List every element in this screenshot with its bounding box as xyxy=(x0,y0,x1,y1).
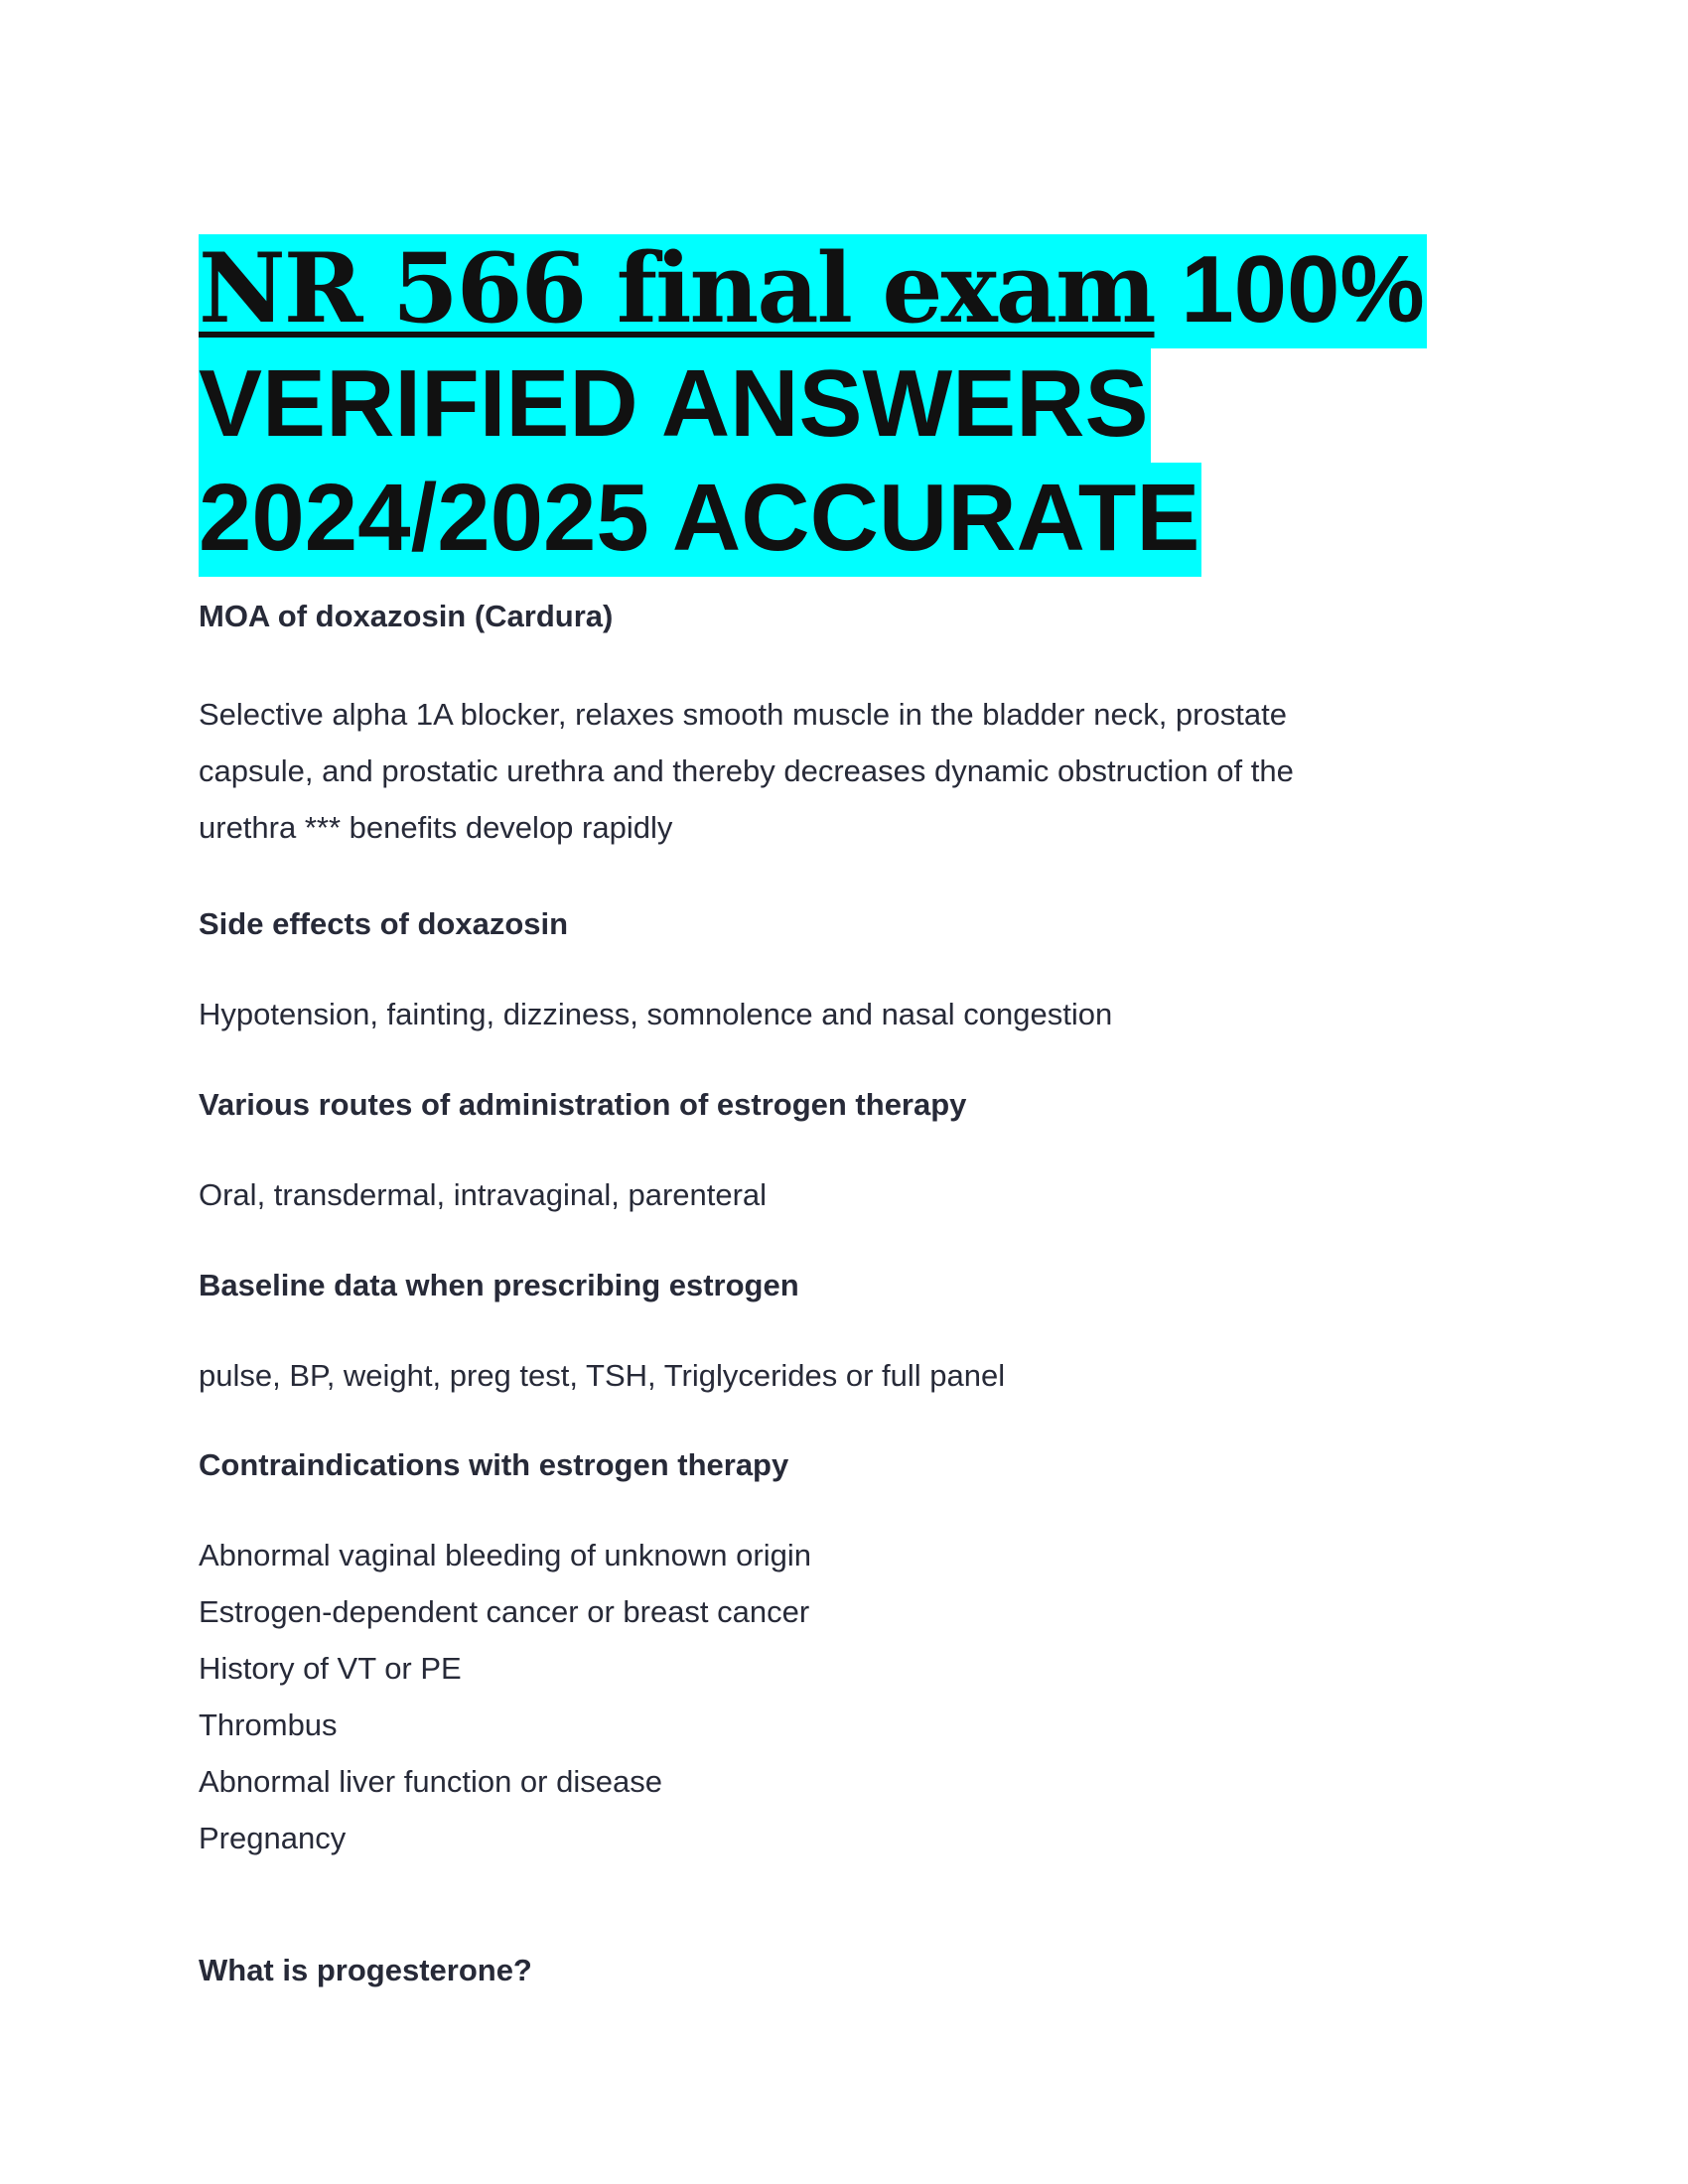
question-estrogen-routes: Various routes of administration of estrogen therapy xyxy=(199,1087,967,1122)
qa-section xyxy=(199,1445,788,1485)
title-course-name: NR 566 final exam xyxy=(199,232,1155,344)
question-baseline-estrogen: Baseline data when prescribing estrogen xyxy=(199,1268,799,1302)
document-title xyxy=(199,231,1489,575)
answer-block xyxy=(199,1166,1489,1223)
question-moa-doxazosin: MOA of doxazosin (Cardura) xyxy=(199,599,614,633)
qa-section xyxy=(199,597,613,636)
question-what-is-progesterone: What is progesterone? xyxy=(199,1953,532,1987)
qa-section xyxy=(199,904,568,944)
answer-block xyxy=(199,1347,1489,1404)
qa-section xyxy=(199,1266,799,1305)
list-item: Abnormal liver function or disease xyxy=(199,1764,662,1799)
answer-line: Oral, transdermal, intravaginal, parenteral xyxy=(199,1177,768,1212)
answer-block xyxy=(199,686,1489,856)
title-percent: 100% xyxy=(1154,236,1425,342)
list-item: Abnormal vaginal bleeding of unknown origin xyxy=(199,1538,811,1572)
document-page xyxy=(199,231,1489,1987)
answer-block xyxy=(199,1527,1489,1866)
answer-line: Hypotension, fainting, dizziness, somnolence and nasal congestion xyxy=(199,997,1113,1031)
list-item: Thrombus xyxy=(199,1707,338,1742)
contraindications-list xyxy=(199,1527,1489,1866)
answer-line: pulse, BP, weight, preg test, TSH, Triglycerides or full panel xyxy=(199,1358,1006,1393)
list-item: Pregnancy xyxy=(199,1821,347,1855)
answer-block xyxy=(199,986,1489,1042)
question-estrogen-contraindications: Contraindications with estrogen therapy xyxy=(199,1447,789,1482)
title-verified-answers: VERIFIED ANSWERS xyxy=(199,350,1149,457)
title-highlight xyxy=(199,234,1427,577)
question-side-effects-doxazosin: Side effects of doxazosin xyxy=(199,906,569,941)
answer-line: capsule, and prostatic urethra and thereby decreases dynamic obstruction of the xyxy=(199,753,1294,788)
answer-line: Selective alpha 1A blocker, relaxes smooth muscle in the bladder neck, prostate xyxy=(199,697,1287,732)
list-item: History of VT or PE xyxy=(199,1651,462,1686)
qa-section xyxy=(199,1085,966,1125)
title-year-accurate: 2024/2025 ACCURATE xyxy=(199,465,1200,571)
qa-section xyxy=(199,1951,532,1990)
list-item: Estrogen-dependent cancer or breast cancer xyxy=(199,1594,810,1629)
answer-line: urethra *** benefits develop rapidly xyxy=(199,810,673,845)
